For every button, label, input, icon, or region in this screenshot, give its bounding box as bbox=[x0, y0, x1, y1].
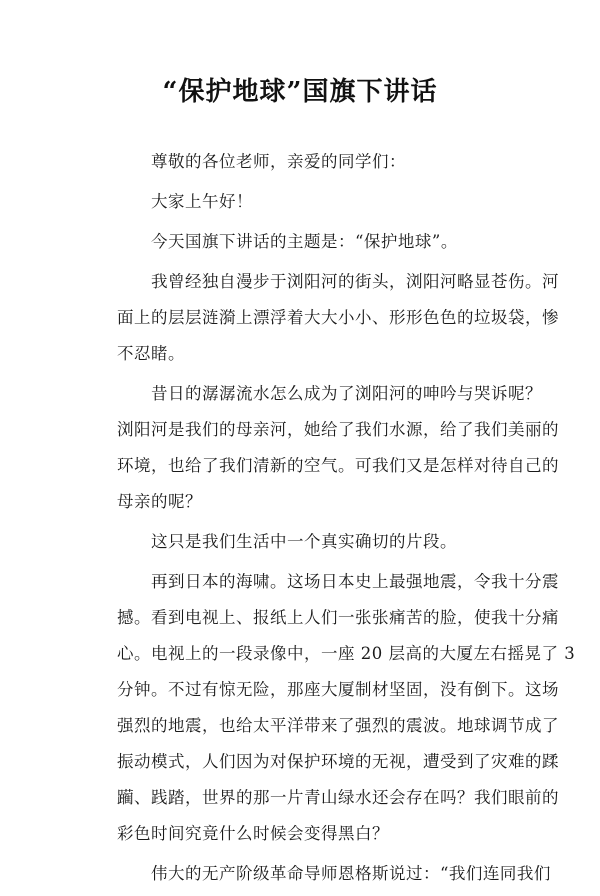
text-line: 伟大的无产阶级革命导师恩格斯说过：“我们连同我们 bbox=[151, 864, 551, 883]
paragraph-greeting bbox=[117, 144, 493, 180]
text-line: 大家上午好！ bbox=[151, 192, 253, 211]
text-line: 我曾经独自漫步于浏阳河的街头，浏阳河略显苍伤。河 bbox=[151, 272, 559, 291]
text-line: 振动模式，人们因为对保护环境的无视，遭受到了灾难的蹂 bbox=[117, 752, 559, 771]
document-title: “保护地球”国旗下讲话 bbox=[162, 77, 438, 107]
paragraph-mother-river bbox=[117, 376, 559, 520]
paragraph-hello bbox=[117, 184, 493, 220]
text-line: 强烈的地震，也给太平洋带来了强烈的震波。地球调节成了 bbox=[117, 716, 559, 735]
text-line: 这只是我们生活中一个真实确切的片段。 bbox=[151, 532, 457, 551]
text-line: 今天国旗下讲话的主题是：“保护地球”。 bbox=[151, 232, 458, 251]
text-line: 母亲的呢？ bbox=[117, 492, 202, 511]
paragraph-engels-quote bbox=[117, 856, 551, 892]
text-line: 环境，也给了我们清新的空气。可我们又是怎样对待自己的 bbox=[117, 456, 559, 475]
text-line: 心。电视上的一段录像中，一座 20 层高的大厦左右摇晃了 3 bbox=[117, 644, 576, 663]
text-line: 分钟。不过有惊无险，那座大厦制材坚固，没有倒下。这场 bbox=[117, 680, 559, 699]
text-line: 彩色时间究竟什么时候会变得黑白？ bbox=[117, 824, 389, 843]
text-line: 尊敬的各位老师，亲爱的同学们： bbox=[151, 152, 406, 171]
paragraph-liuyang-river bbox=[117, 264, 559, 372]
paragraph-real-fragment bbox=[117, 524, 493, 560]
text-line: 昔日的潺潺流水怎么成为了浏阳河的呻吟与哭诉呢？ bbox=[151, 384, 542, 403]
text-line: 撼。看到电视上、报纸上人们一张张痛苦的脸，使我十分痛 bbox=[117, 608, 559, 627]
paragraph-japan-tsunami bbox=[117, 564, 576, 852]
text-line: 浏阳河是我们的母亲河，她给了我们水源，给了我们美丽的 bbox=[117, 420, 559, 439]
text-line: 面上的层层涟漪上漂浮着大大小小、形形色色的垃圾袋，惨 bbox=[117, 308, 559, 327]
text-line: 再到日本的海啸。这场日本史上最强地震，令我十分震 bbox=[151, 572, 559, 591]
text-line: 躏、践踏，世界的那一片青山绿水还会存在吗？我们眼前的 bbox=[117, 788, 559, 807]
text-line: 不忍睹。 bbox=[117, 344, 185, 363]
document-body bbox=[117, 144, 576, 896]
paragraph-topic bbox=[117, 224, 493, 260]
